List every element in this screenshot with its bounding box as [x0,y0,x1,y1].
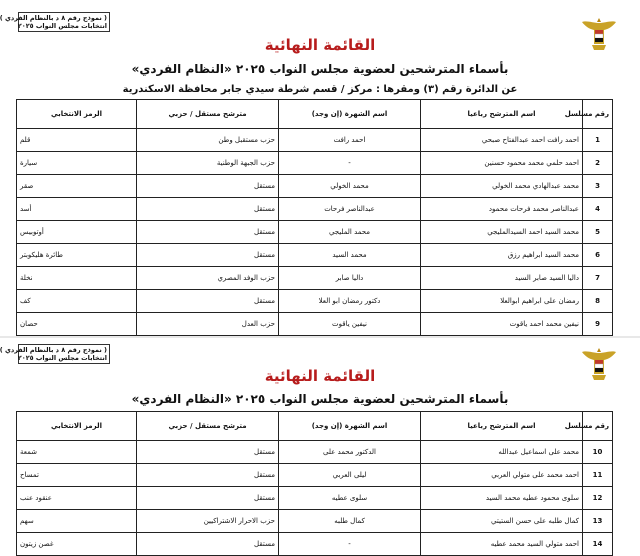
cell-serial: 3 [583,175,613,198]
form-number-box [0,344,110,364]
cell-symbol: سهم [17,510,137,533]
cell-name: احمد متولي السيد محمد عطيه [421,533,583,556]
cell-name: نيفين محمد احمد ياقوت [421,313,583,336]
cell-fame-name: داليا صابر [279,267,421,290]
cell-symbol: غصن زيتون [17,533,137,556]
cell-serial: 11 [583,464,613,487]
cell-party: مستقل [137,464,279,487]
cell-serial: 6 [583,244,613,267]
cell-fame-name: نيفين ياقوت [279,313,421,336]
cell-name: محمد عبدالهادي محمد الخولي [421,175,583,198]
form-number-line: ( نموذج رقم ٨ د بالنظام الفردي ) [0,14,107,22]
table-row [17,313,613,336]
table-row [17,441,613,464]
cell-fame-name: الدكتور محمد على [279,441,421,464]
table-row [17,533,613,556]
cell-name: داليا السيد صابر السيد [421,267,583,290]
cell-name: محمد السيد ابراهيم رزق [421,244,583,267]
form-number-line: ( نموذج رقم ٨ د بالنظام الفردي ) [0,346,107,354]
cell-name: رمضان على ابراهيم ابوالعلا [421,290,583,313]
cell-fame-name: دكتور رمضان ابو العلا [279,290,421,313]
cell-fame-name: عبدالناصر فرحات [279,198,421,221]
cell-serial: 13 [583,510,613,533]
cell-symbol: طائرة هليكوبتر [17,244,137,267]
cell-symbol: أوتوبيس [17,221,137,244]
table-body [17,441,613,556]
table-row [17,244,613,267]
cell-party: حزب العدل [137,313,279,336]
cell-serial: 7 [583,267,613,290]
ballot-page-2 [0,338,640,550]
table-row [17,152,613,175]
cell-fame-name: احمد رافت [279,129,421,152]
cell-symbol: تمساح [17,464,137,487]
district-line: عن الدائرة رقم (٣) ومقرها : مركز / قسم شرطة سيدي جابر محافظة الاسكندرية [122,84,518,95]
header-fame-name: اسم الشهرة (إن وجد) [279,412,421,441]
table-row [17,221,613,244]
cell-serial: 4 [583,198,613,221]
cell-fame-name: سلوى عطيه [279,487,421,510]
table-row [17,198,613,221]
cell-serial: 2 [583,152,613,175]
candidates-table [16,411,613,556]
cell-symbol: نخلة [17,267,137,290]
cell-party: مستقل [137,175,279,198]
cell-serial: 10 [583,441,613,464]
cell-party: مستقل [137,290,279,313]
cell-serial: 8 [583,290,613,313]
table-row [17,175,613,198]
table-header-row [17,100,613,129]
cell-fame-name: محمد السيد [279,244,421,267]
cell-party: مستقل [137,441,279,464]
header-party: مترشح مستقل / حزبي [137,100,279,129]
cell-fame-name: ليلى العربي [279,464,421,487]
cell-name: احمد حلمي محمد محمود حسنين [421,152,583,175]
cell-symbol: كف [17,290,137,313]
cell-fame-name: - [279,533,421,556]
cell-symbol: صقر [17,175,137,198]
cell-name: عبدالناصر محمد فرحات محمود [421,198,583,221]
form-number-box [0,12,110,32]
cell-symbol: عنقود عنب [17,487,137,510]
cell-serial: 1 [583,129,613,152]
cell-name: محمد السيد احمد السيدالمليجي [421,221,583,244]
header-serial: رقم مسلسل [583,412,613,441]
header-serial: رقم مسلسل [583,100,613,129]
table-body [17,129,613,336]
header-symbol: الرمز الانتخابي [17,100,137,129]
cell-party: مستقل [137,533,279,556]
cell-fame-name: محمد المليجي [279,221,421,244]
cell-party: حزب الوفد المصري [137,267,279,290]
cell-serial: 9 [583,313,613,336]
page-subtitle: بأسماء المترشحين لعضوية مجلس النواب ٢٠٢٥ «النظام الفردي» [131,62,509,76]
cell-symbol: قلم [17,129,137,152]
cell-party: مستقل [137,244,279,267]
table-row [17,487,613,510]
cell-symbol: أسد [17,198,137,221]
header-party: مترشح مستقل / حزبي [137,412,279,441]
cell-serial: 14 [583,533,613,556]
cell-symbol: حصان [17,313,137,336]
cell-party: حزب الجبهة الوطنية [137,152,279,175]
cell-name: محمد على اسماعيل عبدالله [421,441,583,464]
cell-party: حزب الاحرار الاشتراكيين [137,510,279,533]
cell-party: مستقل [137,221,279,244]
cell-party: حزب مستقبل وطن [137,129,279,152]
table-header-row [17,412,613,441]
cell-fame-name: - [279,152,421,175]
cell-name: احمد محمد على متولي العربي [421,464,583,487]
page-title: القائمة النهائية [264,367,376,385]
candidates-table [16,99,613,336]
table-row [17,129,613,152]
form-election-line: انتخابات مجلس النواب ٢٠٢٥ [17,354,107,362]
cell-serial: 12 [583,487,613,510]
cell-name: احمد رافت احمد عبدالفتاح صبحي [421,129,583,152]
cell-symbol: سيارة [17,152,137,175]
header-fame-name: اسم الشهرة (إن وجد) [279,100,421,129]
form-election-line: انتخابات مجلس النواب ٢٠٢٥ [17,22,107,30]
cell-serial: 5 [583,221,613,244]
cell-fame-name: كمال طلبه [279,510,421,533]
page-subtitle: بأسماء المترشحين لعضوية مجلس النواب ٢٠٢٥ «النظام الفردي» [131,392,509,406]
cell-name: كمال طلبه على حسن الستيتي [421,510,583,533]
header-name: اسم المترشح رباعيا [421,412,583,441]
cell-party: مستقل [137,487,279,510]
table-row [17,290,613,313]
table-row [17,464,613,487]
table-row [17,267,613,290]
cell-party: مستقل [137,198,279,221]
header-symbol: الرمز الانتخابي [17,412,137,441]
header-name: اسم المترشح رباعيا [421,100,583,129]
page-title: القائمة النهائية [264,36,376,54]
table-row [17,510,613,533]
cell-symbol: شمعة [17,441,137,464]
cell-fame-name: محمد الخولي [279,175,421,198]
cell-name: سلوى محمود عطيه محمد السيد [421,487,583,510]
